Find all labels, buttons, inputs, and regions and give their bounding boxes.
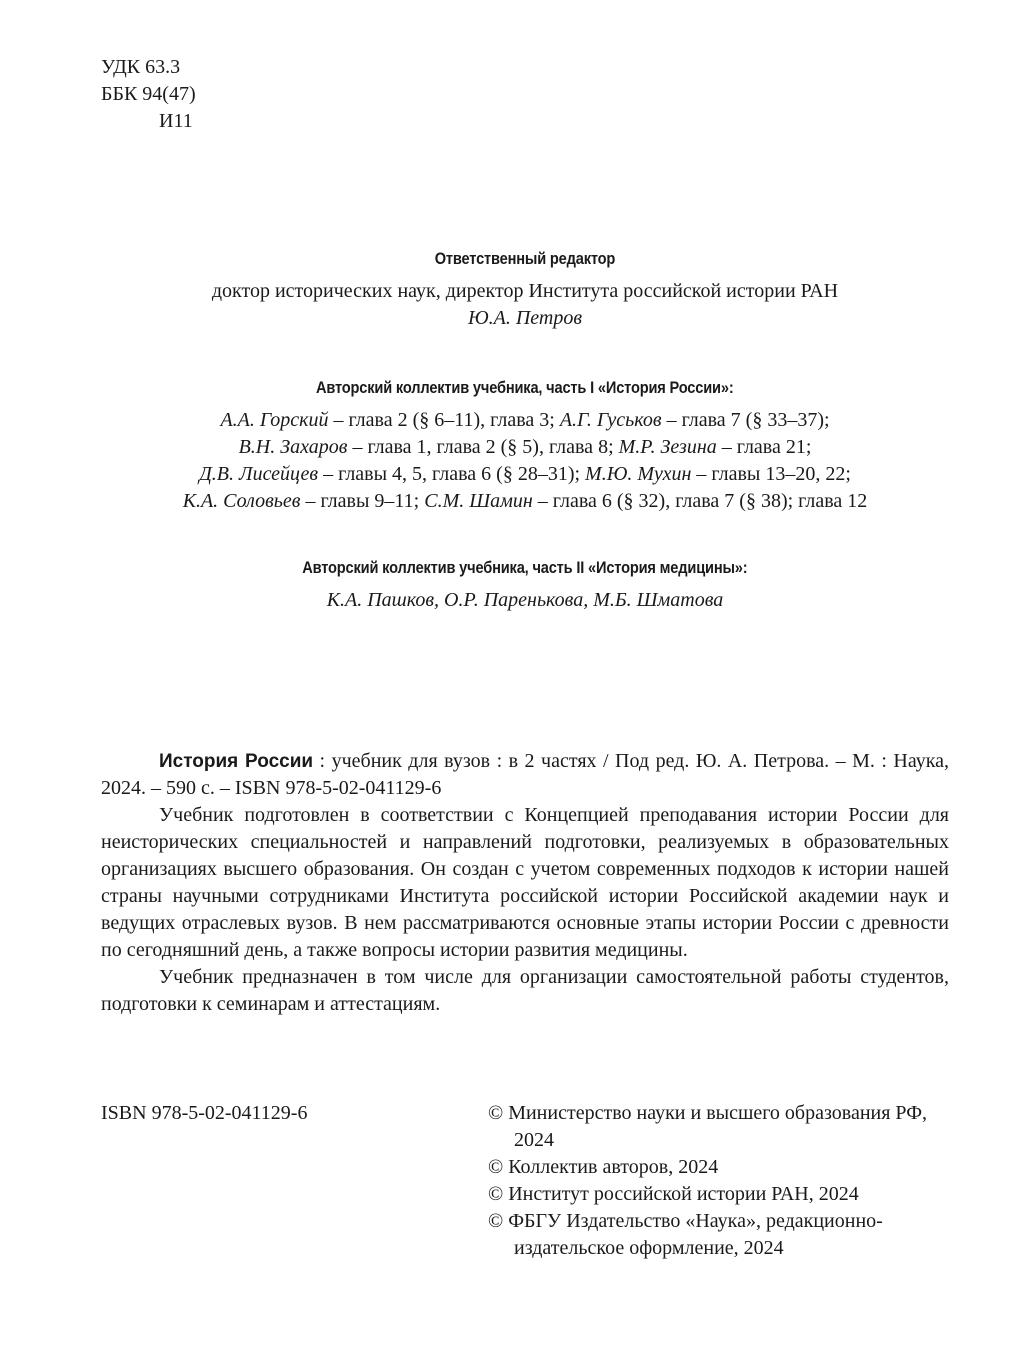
author-line <box>81 434 969 461</box>
annotation-paragraph-1: Учебник подготовлен в соответствии с Концепцией преподавания истории России для неисторических специальностей и направлений подготовки, реализуемых в образовательных организациях высшего образования. Он создан с учетом современных подходов к истории нашей страны научными сотрудниками Института российской истории Российской академии наук и ведущих отраслевых вузов. В нем рассматриваются основные этапы истории России с древности по сегодняшний день, а также вопросы истории развития медицины. <box>101 804 949 961</box>
editor-position: доктор исторических наук, директор Института российской истории РАН <box>211 280 839 302</box>
author-chapters: – главы 4, 5, глава 6 (§ 28–31); <box>318 463 586 485</box>
authors-part2-names: К.А. Пашков, О.Р. Паренькова, М.Б. Шматова <box>326 589 724 611</box>
copyright-item: © ФБГУ Издательство «Наука», редакционно-издательское оформление, 2024 <box>488 1210 883 1259</box>
classification-codes <box>101 54 196 135</box>
copyright-item: © Коллектив авторов, 2024 <box>488 1156 719 1178</box>
annotation-paragraph-2: Учебник предназначен в том числе для организации самостоятельной работы студентов, подготовки к семинарам и аттестациям. <box>101 966 949 1015</box>
authors-part1-block <box>101 374 949 515</box>
author-line <box>81 461 969 488</box>
authors-part1-list <box>81 407 969 515</box>
author-chapters: – глава 7 (§ 33–37); <box>661 409 830 431</box>
author-chapters: – глава 21; <box>716 436 812 458</box>
copyright-list <box>488 1100 958 1262</box>
bibliographic-description: : учебник для вузов : в 2 частях / Под ред. Ю. А. Петрова. – М. : Наука, 2024. – 590 с. – ISBN 978-5-02-041129-6 <box>101 750 949 799</box>
editor-heading: Ответственный редактор <box>434 249 616 268</box>
bbk-code: ББК 94(47) <box>101 83 196 105</box>
bibliographic-record <box>101 748 949 802</box>
author-chapters: – глава 2 (§ 6–11), глава 3; <box>328 409 560 431</box>
author-name: В.Н. Захаров <box>238 436 348 458</box>
author-name: М.Ю. Мухин <box>585 463 692 485</box>
author-chapters: – главы 9–11; <box>300 490 425 512</box>
editor-block <box>101 245 949 332</box>
annotation <box>101 748 949 1018</box>
author-name: С.М. Шамин <box>424 490 533 512</box>
author-chapters: – глава 1, глава 2 (§ 5), глава 8; <box>347 436 619 458</box>
author-name: Д.В. Лисейцев <box>199 463 319 485</box>
author-line <box>81 407 969 434</box>
author-name: А.Г. Гуськов <box>559 409 662 431</box>
author-line <box>81 488 969 515</box>
author-name: К.А. Соловьев <box>182 490 301 512</box>
author-chapters: – главы 13–20, 22; <box>691 463 851 485</box>
author-chapters: – глава 6 (§ 32), глава 7 (§ 38); глава 12 <box>532 490 868 512</box>
authors-part2-block <box>101 554 949 614</box>
authors-part2-heading: Авторский коллектив учебника, часть II «История медицины»: <box>302 558 748 577</box>
author-name: М.Р. Зезина <box>618 436 717 458</box>
editor-name: Ю.А. Петров <box>467 307 583 329</box>
author-mark: И11 <box>159 110 193 132</box>
copyright-item: © Институт российской истории РАН, 2024 <box>488 1183 859 1205</box>
copyright-item: © Министерство науки и высшего образования РФ, 2024 <box>488 1102 928 1151</box>
isbn: ISBN 978-5-02-041129-6 <box>101 1102 308 1124</box>
book-title: История России <box>159 751 314 772</box>
udk-code: УДК 63.3 <box>101 56 181 78</box>
author-name: А.А. Горский <box>220 409 329 431</box>
authors-part1-heading: Авторский коллектив учебника, часть I «История России»: <box>316 378 734 397</box>
